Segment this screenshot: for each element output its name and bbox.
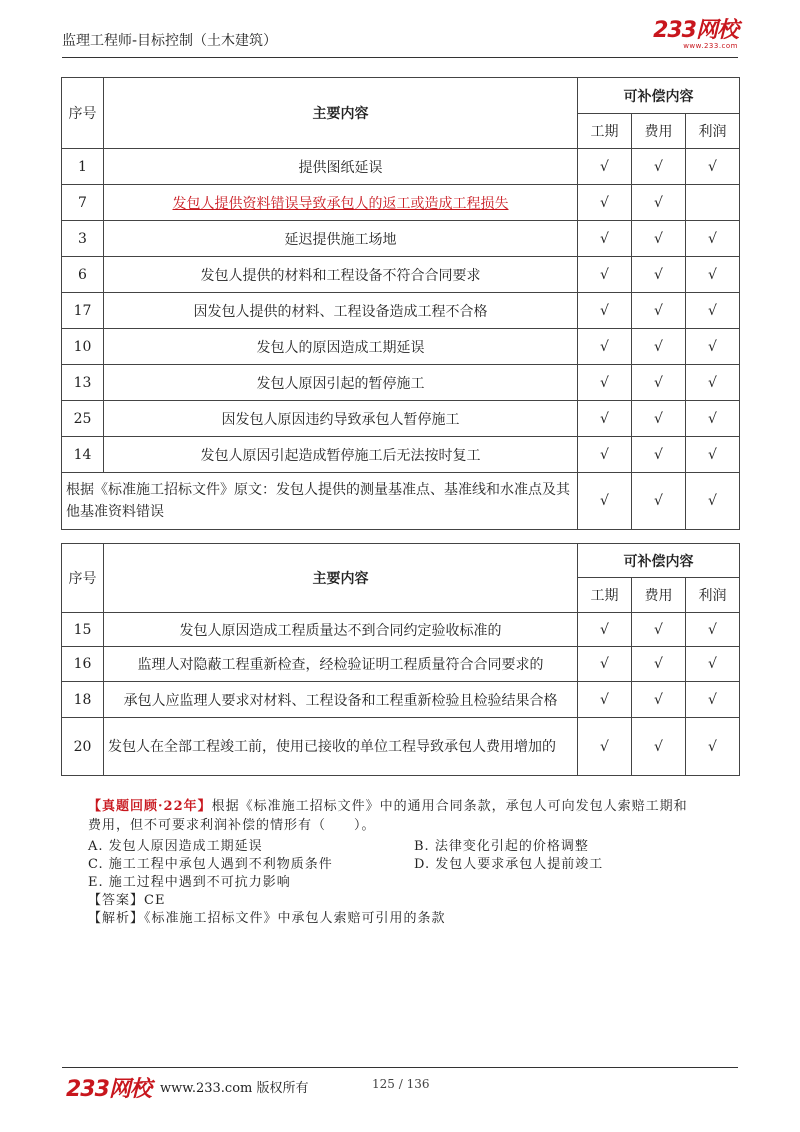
period-check: √ — [578, 647, 632, 682]
table-row — [62, 647, 740, 682]
header-period: 工期 — [578, 114, 632, 149]
brand-logo-url: www.233.com — [683, 42, 738, 50]
row-no: 6 — [62, 257, 104, 293]
footer-copyright: www.233.com 版权所有 — [160, 1081, 309, 1096]
table-row — [62, 365, 740, 401]
row-no: 3 — [62, 221, 104, 257]
brand-logo-text: 233网校 — [653, 18, 738, 43]
question-stem-2: 费用，但不可要求利润补偿的情形有（ ）。 — [88, 818, 376, 833]
profit-check: √ — [686, 401, 740, 437]
period-check: √ — [578, 293, 632, 329]
period-check: √ — [578, 682, 632, 718]
row-no: 13 — [62, 365, 104, 401]
header-cost: 费用 — [632, 578, 686, 613]
header-period: 工期 — [578, 578, 632, 613]
table-row — [62, 437, 740, 473]
row-content: 承包人应监理人要求对材料、工程设备和工程重新检验且检验结果合格 — [104, 682, 578, 718]
row-no: 14 — [62, 437, 104, 473]
header-serial-no: 序号 — [62, 78, 104, 149]
period-check: √ — [578, 473, 632, 530]
profit-check: √ — [686, 682, 740, 718]
cost-check: √ — [632, 329, 686, 365]
table-row — [62, 149, 740, 185]
row-content: 监理人对隐蔽工程重新检查，经检验证明工程质量符合合同要求的 — [104, 647, 578, 682]
compensation-table-2 — [61, 543, 740, 776]
table-row — [62, 401, 740, 437]
row-content: 发包人的原因造成工期延误 — [104, 329, 578, 365]
answer: 【答案】CE — [88, 893, 166, 908]
period-check: √ — [578, 185, 632, 221]
profit-check: √ — [686, 647, 740, 682]
cost-check: √ — [632, 293, 686, 329]
cost-check: √ — [632, 473, 686, 530]
cost-check: √ — [632, 718, 686, 776]
header-serial-no: 序号 — [62, 544, 104, 613]
profit-check: √ — [686, 221, 740, 257]
option-a: A. 发包人原因造成工期延误 — [88, 839, 263, 854]
row-no: 18 — [62, 682, 104, 718]
row-content: 发包人原因引起的暂停施工 — [104, 365, 578, 401]
option-c: C. 施工工程中承包人遇到不利物质条件 — [88, 857, 333, 872]
question-stem-line-2 — [88, 816, 748, 835]
cost-check: √ — [632, 401, 686, 437]
profit-check: √ — [686, 257, 740, 293]
row-content: 发包人原因造成工程质量达不到合同约定验收标准的 — [104, 613, 578, 647]
profit-check: √ — [686, 329, 740, 365]
question-stem-line-1 — [88, 797, 748, 816]
cost-check: √ — [632, 647, 686, 682]
row-content: 延迟提供施工场地 — [104, 221, 578, 257]
table-row-note — [62, 473, 740, 530]
period-check: √ — [578, 329, 632, 365]
brand-logo — [653, 20, 738, 50]
profit-check: √ — [686, 293, 740, 329]
profit-check: √ — [686, 613, 740, 647]
option-b: B. 法律变化引起的价格调整 — [414, 839, 589, 854]
highlighted-text: 发包人提供资料错误导致承包人的返工或造成工程损失 — [172, 195, 509, 212]
header-profit: 利润 — [686, 114, 740, 149]
row-no: 10 — [62, 329, 104, 365]
footer-divider — [62, 1067, 738, 1068]
cost-check: √ — [632, 149, 686, 185]
period-check: √ — [578, 437, 632, 473]
period-check: √ — [578, 365, 632, 401]
option-e: E. 施工过程中遇到不可抗力影响 — [88, 875, 291, 890]
cost-check: √ — [632, 185, 686, 221]
profit-check — [686, 185, 740, 221]
row-content: 因发包人原因违约导致承包人暂停施工 — [104, 401, 578, 437]
compensation-table-1 — [61, 77, 740, 530]
cost-check: √ — [632, 437, 686, 473]
question-tag: 【真题回顾·22年】 — [88, 799, 212, 814]
row-no: 17 — [62, 293, 104, 329]
row-content: 因发包人提供的材料、工程设备造成工程不合格 — [104, 293, 578, 329]
period-check: √ — [578, 149, 632, 185]
period-check: √ — [578, 257, 632, 293]
footer-logo: 233网校 — [66, 1077, 151, 1102]
row-no: 25 — [62, 401, 104, 437]
row-content-highlighted — [104, 185, 578, 221]
period-check: √ — [578, 718, 632, 776]
profit-check: √ — [686, 149, 740, 185]
table-row — [62, 257, 740, 293]
question-stem-1: 根据《标准施工招标文件》中的通用合同条款，承包人可向发包人索赔工期和 — [211, 799, 688, 814]
table-row — [62, 613, 740, 647]
cost-check: √ — [632, 221, 686, 257]
period-check: √ — [578, 221, 632, 257]
header-compensable: 可补偿内容 — [578, 544, 740, 578]
profit-check: √ — [686, 718, 740, 776]
period-check: √ — [578, 613, 632, 647]
row-content: 发包人提供的材料和工程设备不符合合同要求 — [104, 257, 578, 293]
table-row — [62, 221, 740, 257]
page-number: 125 / 136 — [372, 1077, 430, 1091]
profit-check: √ — [686, 473, 740, 530]
profit-check: √ — [686, 437, 740, 473]
cost-check: √ — [632, 257, 686, 293]
exam-question — [88, 797, 748, 835]
cost-check: √ — [632, 682, 686, 718]
header-main-content: 主要内容 — [104, 78, 578, 149]
note-content: 根据《标准施工招标文件》原文：发包人提供的测量基准点、基准线和水准点及其他基准资料错误 — [62, 473, 578, 530]
row-no: 15 — [62, 613, 104, 647]
row-content: 提供图纸延误 — [104, 149, 578, 185]
table-row — [62, 682, 740, 718]
analysis: 【解析】《标准施工招标文件》中承包人索赔可引用的条款 — [88, 911, 446, 926]
row-no: 7 — [62, 185, 104, 221]
document-title: 监理工程师-目标控制（土木建筑） — [62, 33, 278, 49]
table-row — [62, 185, 740, 221]
table-row — [62, 329, 740, 365]
cost-check: √ — [632, 365, 686, 401]
row-content: 发包人原因引起造成暂停施工后无法按时复工 — [104, 437, 578, 473]
header-main-content: 主要内容 — [104, 544, 578, 613]
table-row — [62, 718, 740, 776]
profit-check: √ — [686, 365, 740, 401]
row-no: 1 — [62, 149, 104, 185]
header-compensable: 可补偿内容 — [578, 78, 740, 114]
cost-check: √ — [632, 613, 686, 647]
period-check: √ — [578, 401, 632, 437]
option-d: D. 发包人要求承包人提前竣工 — [414, 857, 604, 872]
header-cost: 费用 — [632, 114, 686, 149]
table-row — [62, 293, 740, 329]
row-no: 20 — [62, 718, 104, 776]
header-divider — [62, 57, 738, 58]
row-no: 16 — [62, 647, 104, 682]
header-profit: 利润 — [686, 578, 740, 613]
row-content: 发包人在全部工程竣工前，使用已接收的单位工程导致承包人费用增加的 — [104, 718, 578, 776]
